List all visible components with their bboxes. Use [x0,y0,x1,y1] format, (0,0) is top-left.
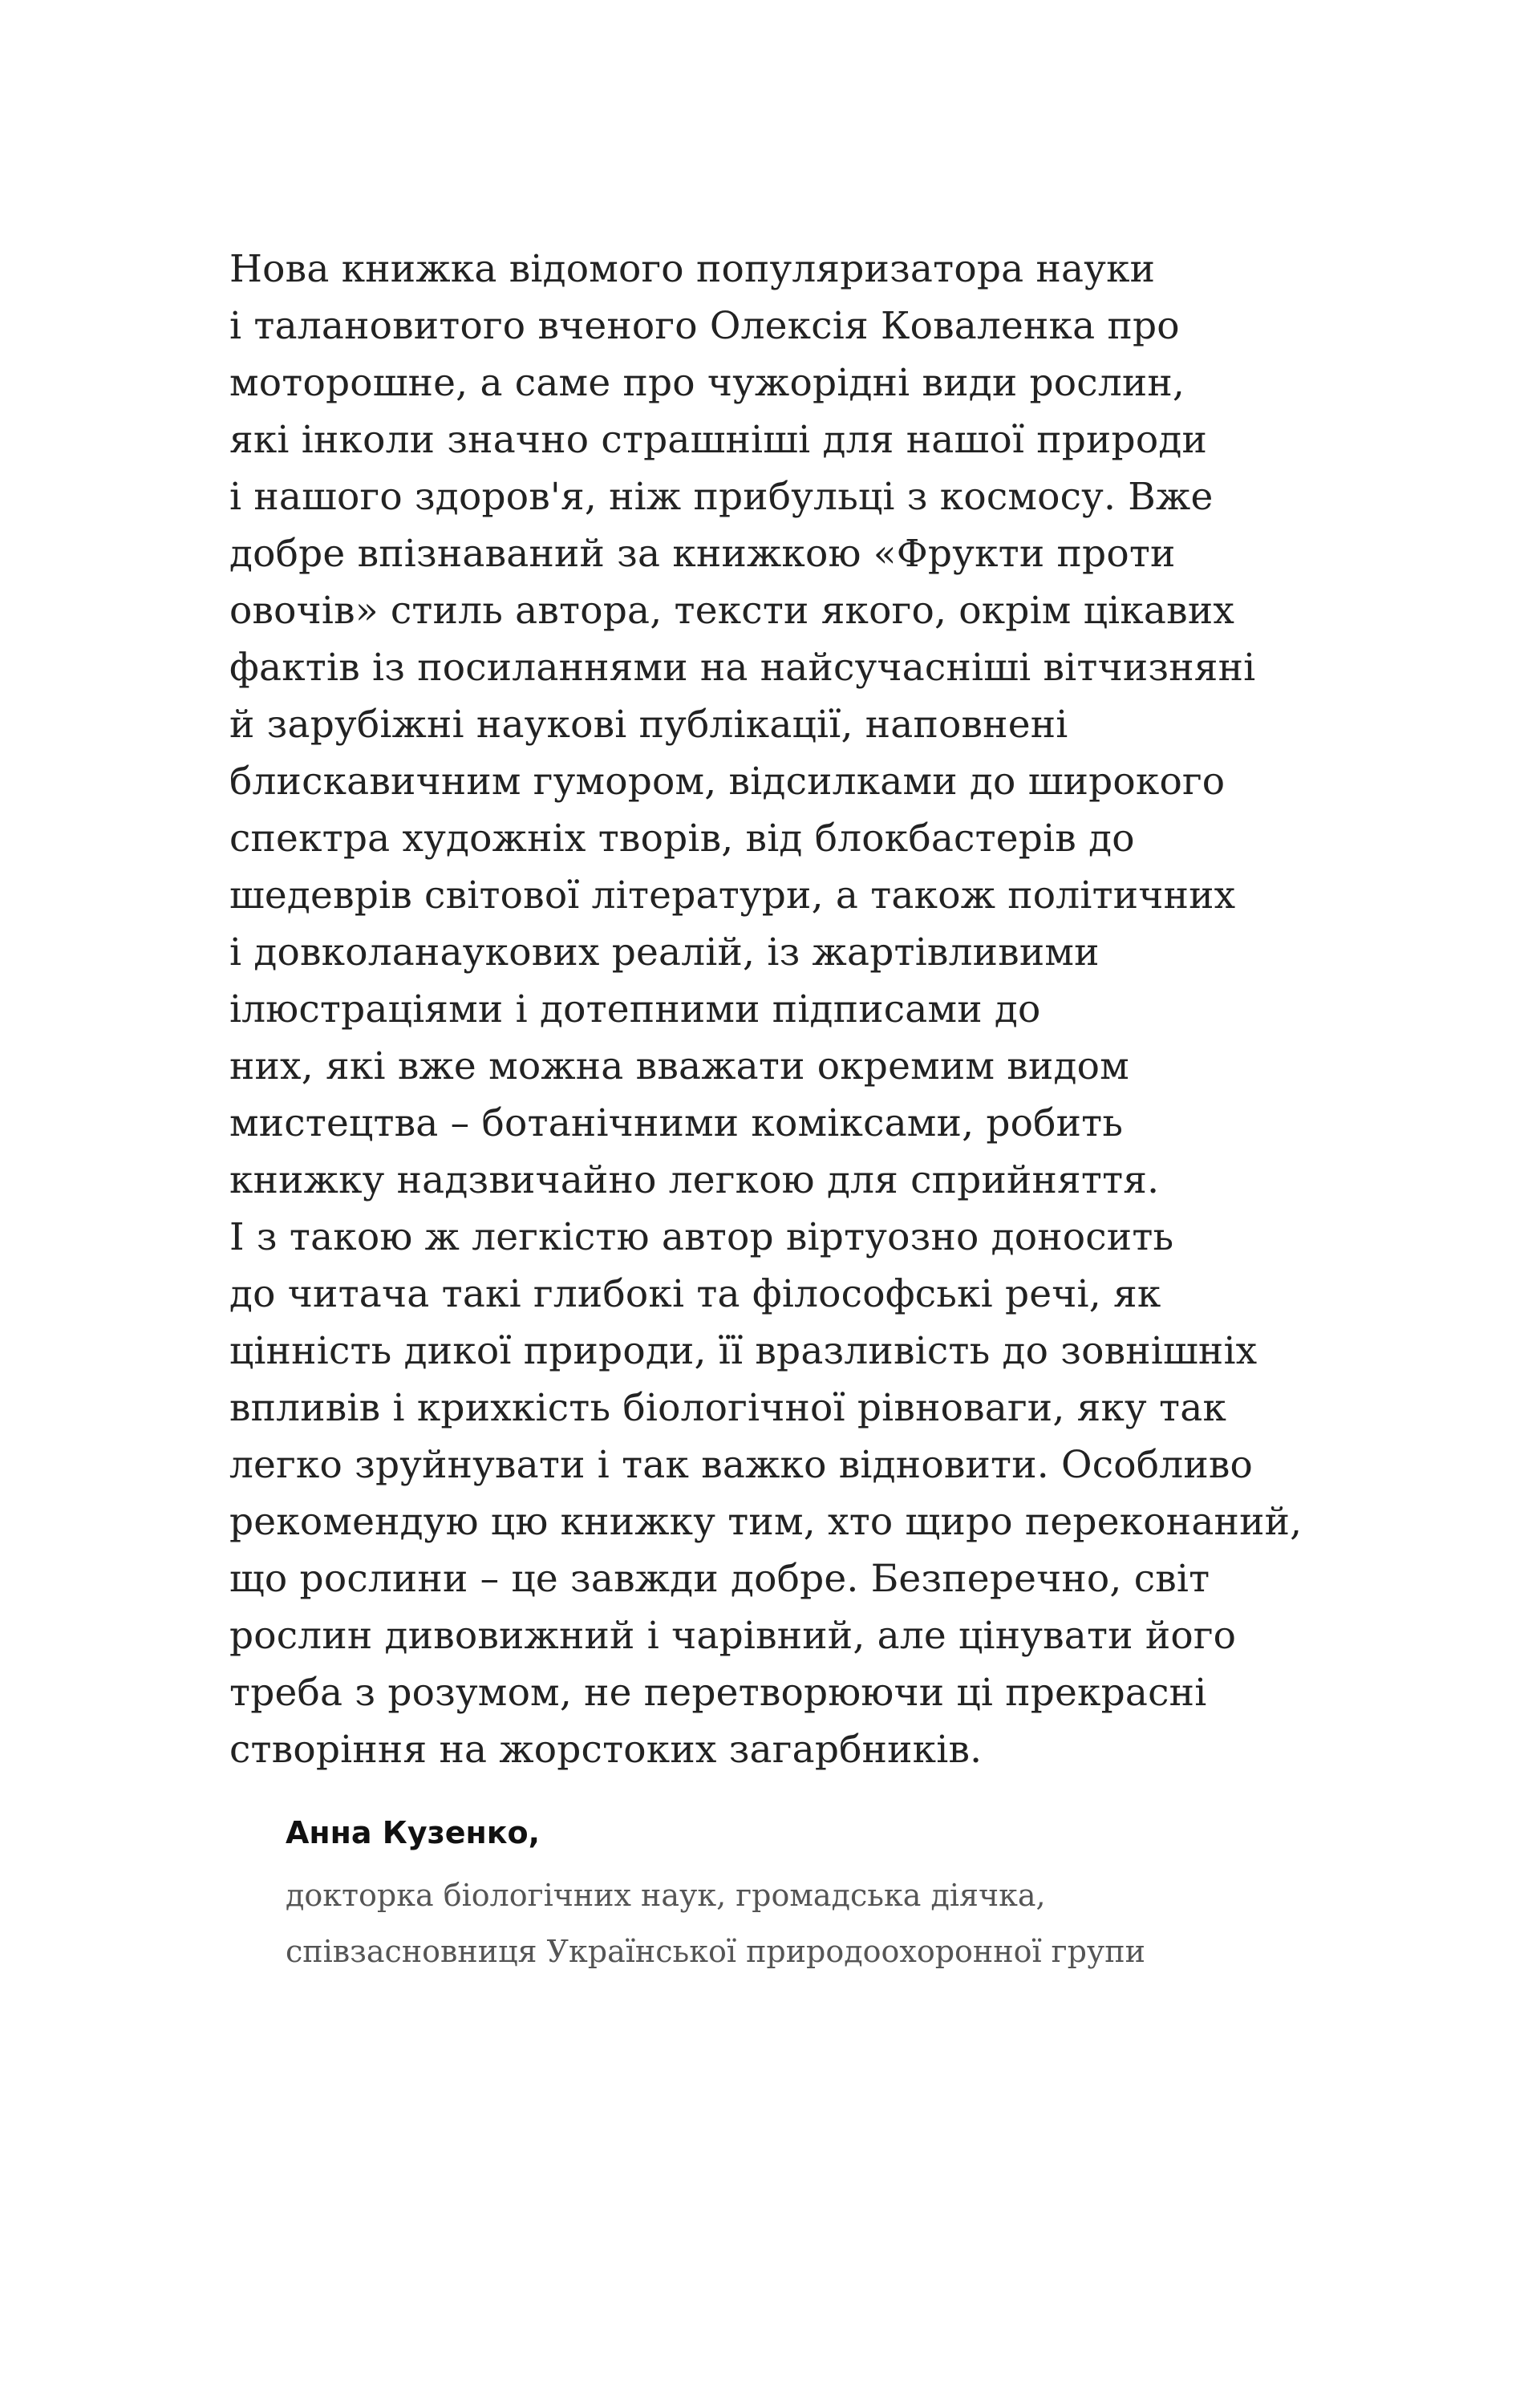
blurb-line: Нова книжка відомого популяризатора науки [229,247,1156,291]
blurb-line: і нашого здоров'я, ніж прибульці з космосу. Вже [229,475,1214,519]
blurb-line: які інколи значно страшніші для нашої природи [229,418,1207,462]
author-credentials: докторка біологічних наук, громадська діячка, [286,1878,1046,1913]
blurb-line: овочів» стиль автора, тексти якого, окрім цікавих [229,589,1235,633]
blurb-text [229,241,1328,1778]
blurb-line: І з такою ж легкістю автор віртуозно доносить [229,1215,1174,1259]
author-affiliation: співзасновниця Української природоохоронної групи [286,1934,1145,1969]
blurb-line: рослин дивовижний і чарівний, але цінувати його [229,1614,1237,1658]
blurb-line: цінність дикої природи, її вразливість до зовнішніх [229,1329,1258,1373]
blurb-line: книжку надзвичайно легкою для сприйняття. [229,1158,1160,1202]
blurb-line: добре впізнаваний за книжкою «Фрукти проти [229,532,1176,576]
blurb-line: шедеврів світової літератури, а також політичних [229,873,1236,918]
blurb-line: й зарубіжні наукові публікації, наповнені [229,703,1068,747]
blurb-line: мистецтва – ботанічними коміксами, робить [229,1101,1124,1145]
blurb-line: моторошне, а саме про чужорідні види рослин, [229,361,1185,405]
blurb-line: до читача такі глибокі та філософські речі, як [229,1272,1161,1316]
blurb-line: треба з розумом, не перетворюючи ці прекрасні [229,1671,1207,1715]
blurb-line: легко зруйнувати і так важко відновити. Особливо [229,1443,1254,1487]
blurb-line: і талановитого вченого Олексія Коваленка про [229,304,1180,348]
blurb-line: ілюстраціями і дотепними підписами до [229,987,1041,1031]
blurb-line: впливів і крихкість біологічної рівноваги, яку так [229,1386,1227,1430]
blurb-line: що рослини – це завжди добре. Безперечно, світ [229,1557,1210,1601]
blurb-line: спектра художніх творів, від блокбастерів до [229,817,1135,861]
blurb-line: них, які вже можна вважати окремим видом [229,1044,1129,1088]
author-name: Анна Кузенко, [286,1815,541,1850]
blurb-line: і довколанаукових реалій, із жартівливими [229,930,1100,975]
attribution [286,1811,1408,1980]
blurb-line: блискавичним гумором, відсилками до широкого [229,760,1226,804]
blurb-line: створіння на жорстоких загарбників. [229,1728,983,1772]
blurb-line: рекомендую цю книжку тим, хто щиро переконаний, [229,1500,1303,1544]
blurb-line: фактів із посиланнями на найсучасніші вітчизняні [229,646,1256,690]
